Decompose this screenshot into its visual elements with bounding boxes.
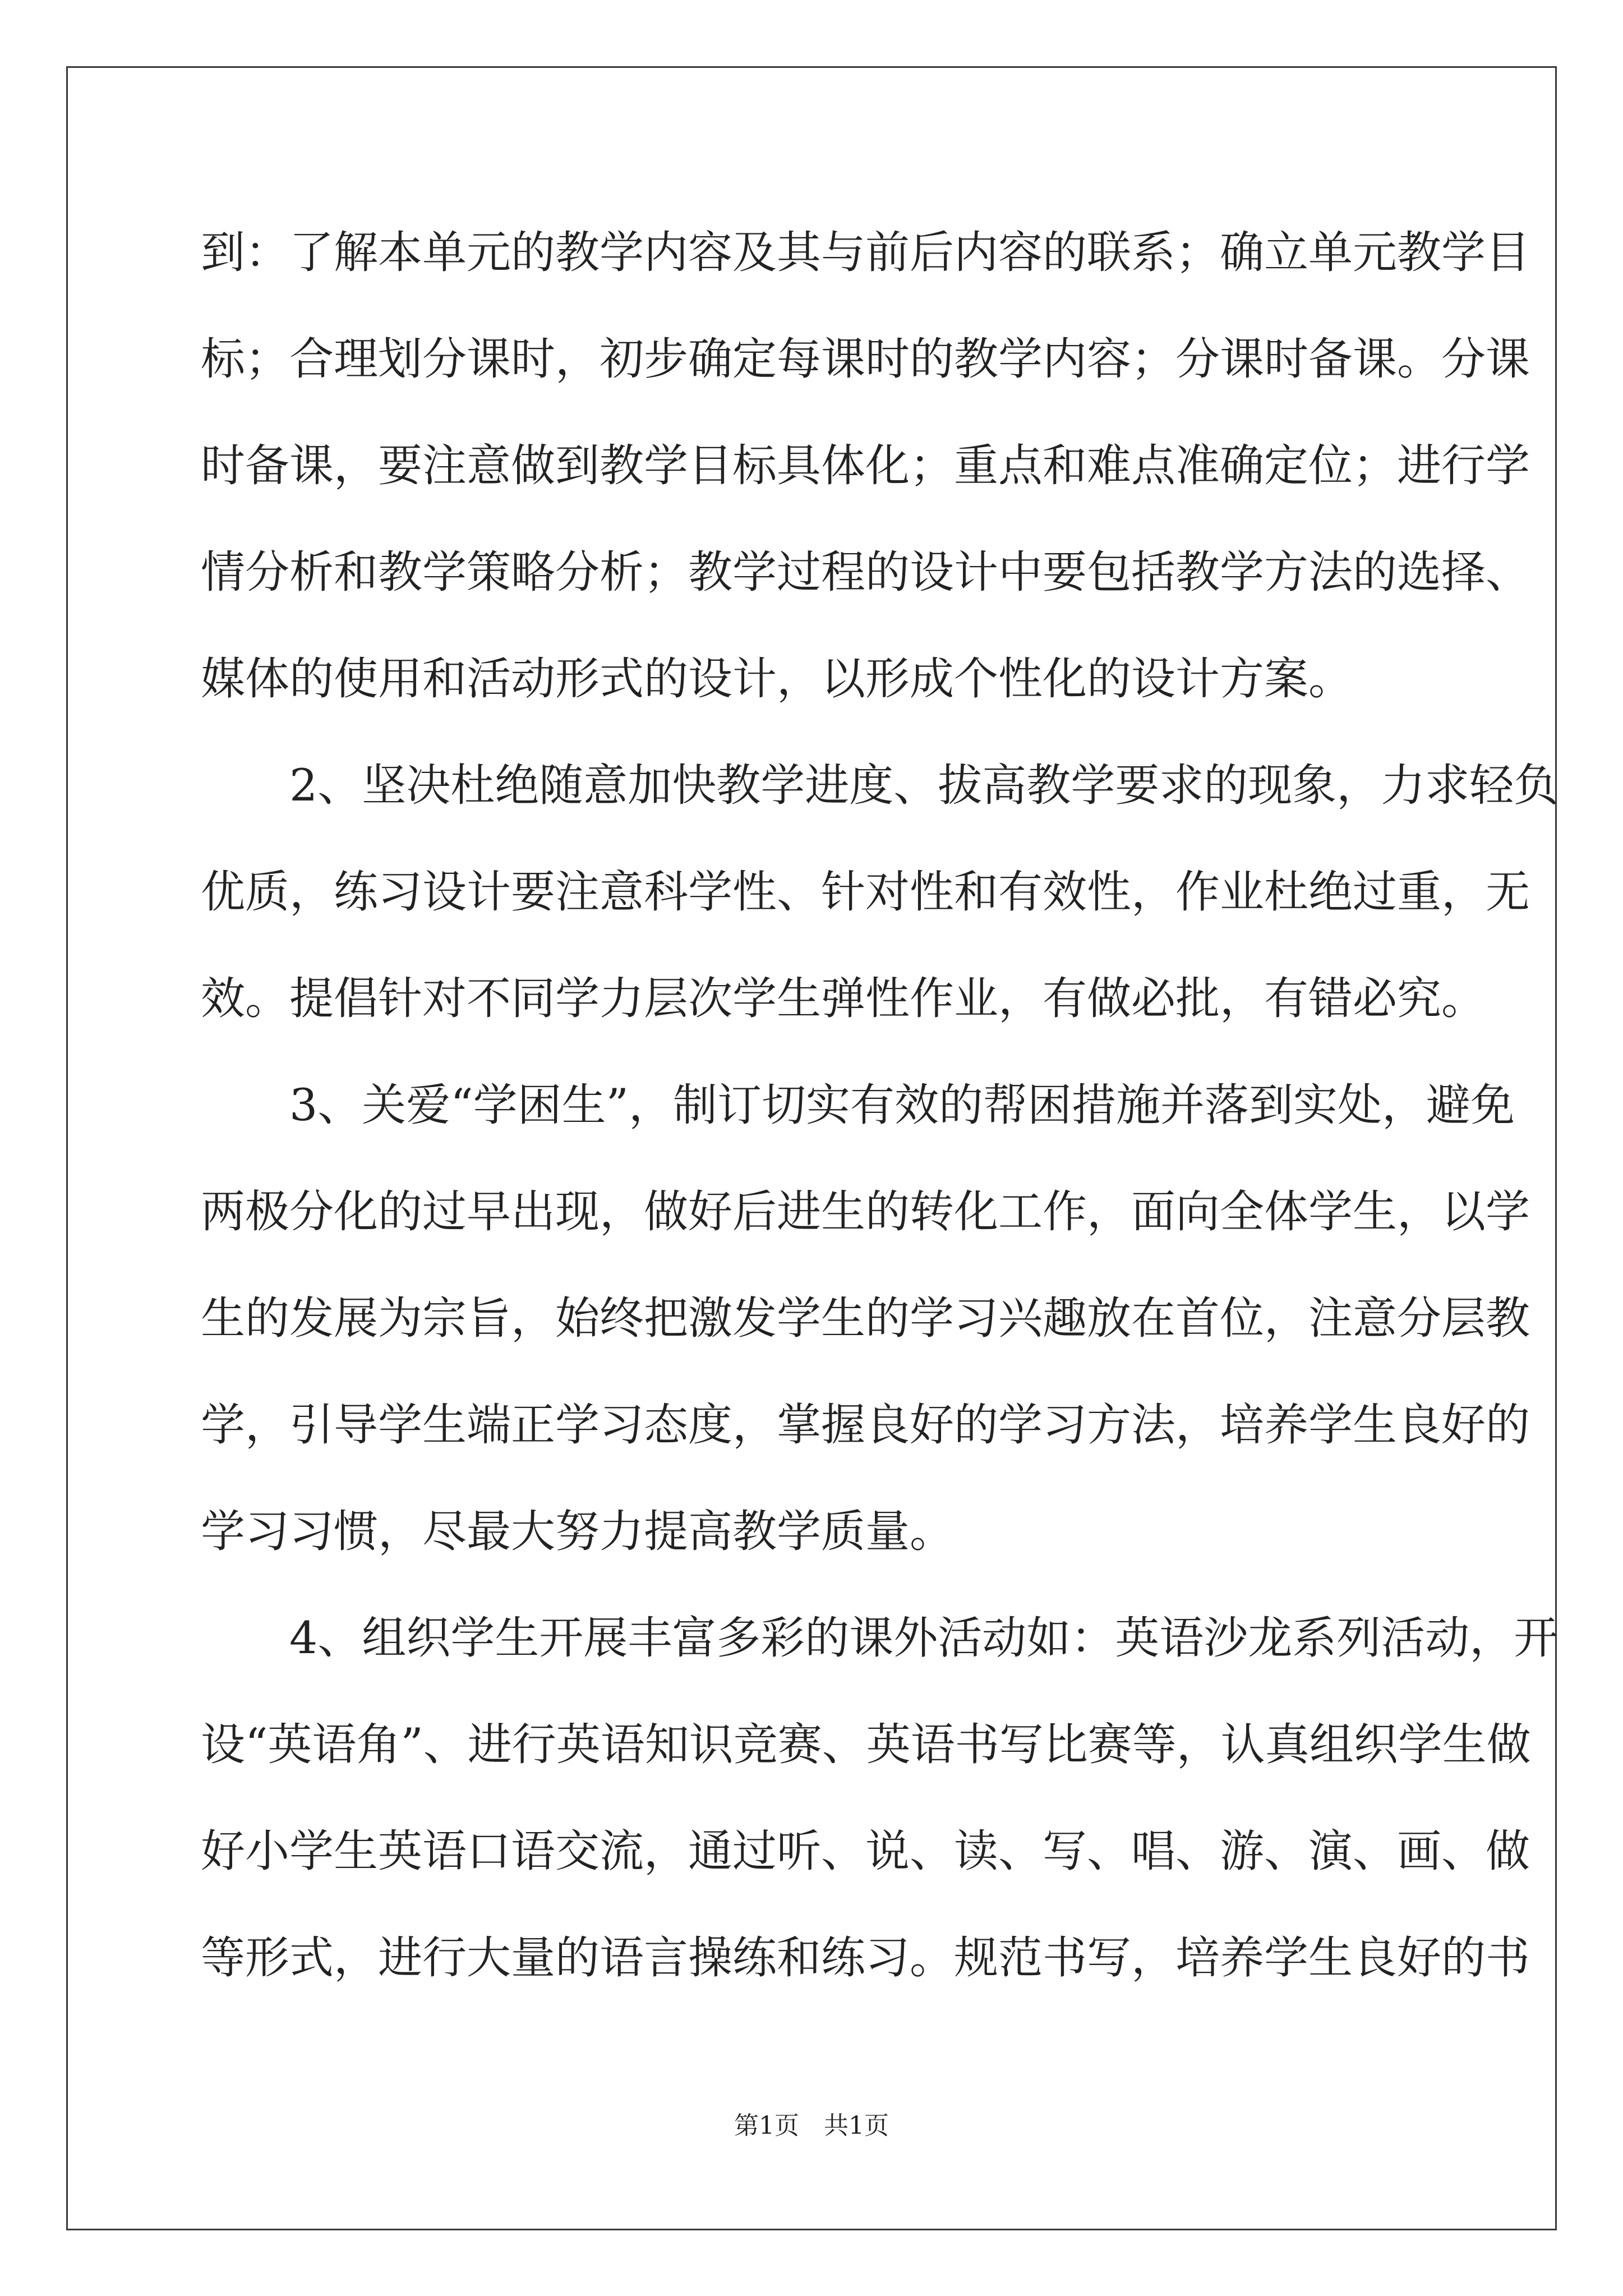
text-line: 效。提倡针对不同学力层次学生弹性作业，有做必批，有错必究。 [201,973,1486,1024]
text-line: 到：了解本单元的教学内容及其与前后内容的联系；确立单元教学目 [201,227,1530,278]
page-number: 第1页 [734,2111,799,2140]
text-line: 学，引导学生端正学习态度，掌握良好的学习方法，培养学生良好的 [201,1399,1530,1451]
text-line: 两极分化的过早出现，做好后进生的转化工作，面向全体学生，以学 [201,1186,1530,1237]
text-line: 好小学生英语口语交流，通过听、说、读、写、唱、游、演、画、做 [201,1825,1530,1877]
text-line: 3、关爱“学困生”，制订切实有效的帮困措施并落到实处，避免 [201,1079,1515,1131]
text-line: 生的发展为宗旨，始终把激发学生的学习兴趣放在首位，注意分层教 [201,1292,1530,1344]
text-line: 情分析和教学策略分析；教学过程的设计中要包括教学方法的选择、 [201,546,1530,598]
text-line: 2、坚决杜绝随意加快教学进度、拔高教学要求的现象，力求轻负 [201,760,1559,811]
text-line: 时备课，要注意做到教学目标具体化；重点和难点准确定位；进行学 [201,440,1530,491]
text-line: 4、组织学生开展丰富多彩的课外活动如：英语沙龙系列活动，开 [201,1612,1559,1664]
text-line: 优质，练习设计要注意科学性、针对性和有效性，作业杜绝过重，无 [201,866,1530,918]
total-pages: 共1页 [824,2111,889,2140]
text-line: 标；合理划分课时，初步确定每课时的教学内容；分课时备课。分课 [201,333,1530,385]
text-line: 媒体的使用和活动形式的设计，以形成个性化的设计方案。 [201,653,1353,705]
text-line: 等形式，进行大量的语言操练和练习。规范书写，培养学生良好的书 [201,1932,1530,1984]
text-line: 设“英语角”、进行英语知识竞赛、英语书写比赛等，认真组织学生做 [201,1719,1531,1770]
page-footer [0,2109,1623,2143]
text-line: 学习习惯，尽最大努力提高教学质量。 [201,1506,954,1557]
page-border [66,66,1557,2230]
